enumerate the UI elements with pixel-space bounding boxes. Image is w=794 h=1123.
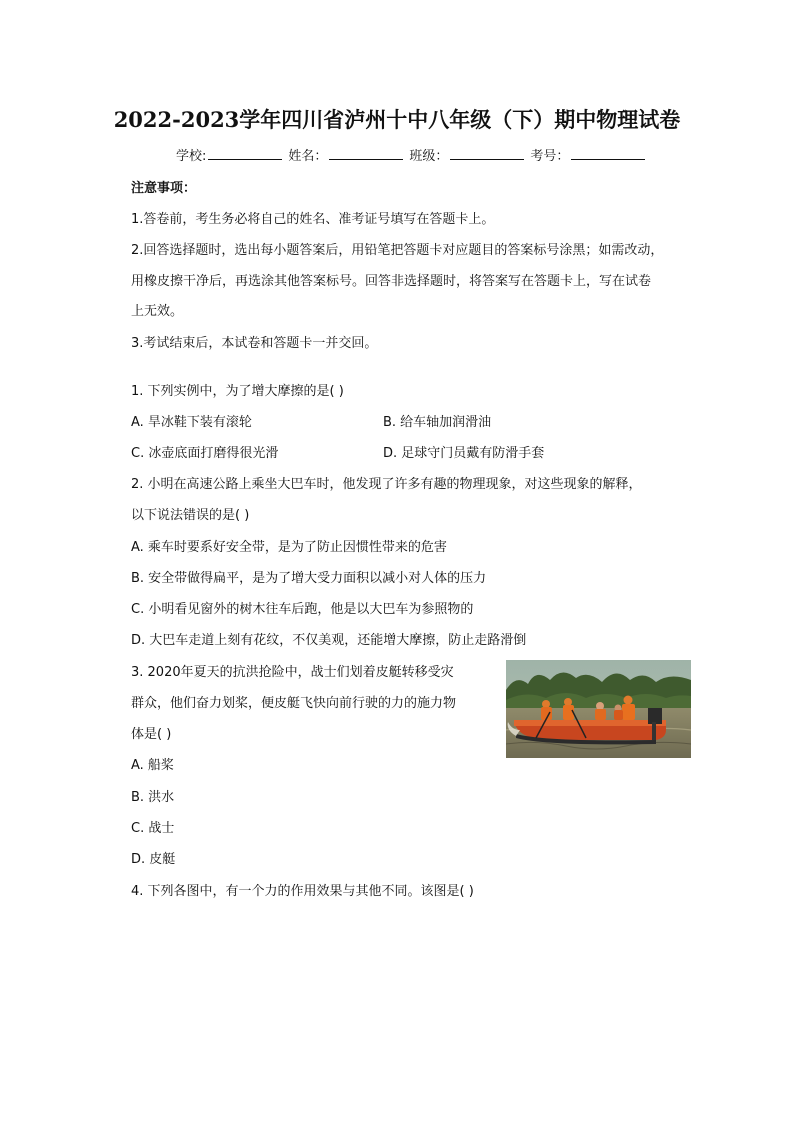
class-blank[interactable] bbox=[450, 145, 524, 160]
name-label: 姓名： bbox=[288, 149, 328, 164]
question-3-stem-line-1: 3. 2020年夏天的抗洪抢险中，战士们划着皮艇转移受灾 bbox=[131, 665, 454, 680]
notice-item-3: 3.考试结束后，本试卷和答题卡一并交回。 bbox=[131, 336, 378, 351]
school-blank[interactable] bbox=[208, 145, 282, 160]
notice-item-2-line-1: 2.回答选择题时，选出每小题答案后，用铅笔把答题卡对应题目的答案标号涂黑；如需改动， bbox=[131, 243, 664, 258]
question-1-option-d[interactable]: D. 足球守门员戴有防滑手套 bbox=[383, 446, 545, 461]
question-2-stem-line-2: 以下说法错误的是( ) bbox=[131, 508, 250, 523]
question-2-stem-line-1: 2. 小明在高速公路上乘坐大巴车时，他发现了许多有趣的物理现象，对这些现象的解释， bbox=[131, 477, 642, 492]
name-blank[interactable] bbox=[329, 145, 403, 160]
question-1-stem: 1. 下列实例中，为了增大摩擦的是( ) bbox=[131, 384, 344, 399]
student-info-row bbox=[176, 145, 656, 164]
question-2-option-d[interactable]: D. 大巴车走道上刻有花纹，不仅美观，还能增大摩擦，防止走路滑倒 bbox=[131, 633, 527, 648]
question-3-option-c[interactable]: C. 战士 bbox=[131, 821, 175, 836]
question-2-option-b[interactable]: B. 安全带做得扁平，是为了增大受力面积以减小对人体的压力 bbox=[131, 571, 487, 586]
page-title: 2022-2023学年四川省泸州十中八年级（下）期中物理试卷 bbox=[113, 107, 681, 132]
school-label: 学校: bbox=[176, 149, 207, 164]
exam-number-label: 考号： bbox=[530, 149, 570, 164]
question-1-option-b[interactable]: B. 给车轴加润滑油 bbox=[383, 415, 492, 430]
question-1-option-c[interactable]: C. 冰壶底面打磨得很光滑 bbox=[131, 446, 279, 461]
question-2-option-c[interactable]: C. 小明看见窗外的树木往车后跑，他是以大巴车为参照物的 bbox=[131, 602, 474, 617]
question-1-option-a[interactable]: A. 旱冰鞋下装有滚轮 bbox=[131, 415, 252, 430]
question-2-option-a[interactable]: A. 乘车时要系好安全带，是为了防止因惯性带来的危害 bbox=[131, 540, 447, 555]
notice-item-1: 1.答卷前，考生务必将自己的姓名、准考证号填写在答题卡上。 bbox=[131, 212, 495, 227]
question-3-option-b[interactable]: B. 洪水 bbox=[131, 790, 175, 805]
class-label: 班级： bbox=[409, 149, 449, 164]
notice-item-2-line-3: 上无效。 bbox=[131, 304, 184, 319]
rescue-boat-photo bbox=[506, 660, 691, 758]
notice-heading: 注意事项： bbox=[131, 181, 197, 196]
question-3-stem-line-3: 体是( ) bbox=[131, 727, 172, 742]
question-3-stem-line-2: 群众，他们奋力划桨，便皮艇飞快向前行驶的力的施力物 bbox=[131, 696, 457, 711]
notice-item-2-line-2: 用橡皮擦干净后，再选涂其他答案标号。回答非选择题时，将答案写在答题卡上，写在试卷 bbox=[131, 274, 652, 289]
question-3-option-a[interactable]: A. 船桨 bbox=[131, 758, 174, 773]
question-3-option-d[interactable]: D. 皮艇 bbox=[131, 852, 176, 867]
exam-number-blank[interactable] bbox=[571, 145, 645, 160]
question-4-stem: 4. 下列各图中，有一个力的作用效果与其他不同。该图是( ) bbox=[131, 884, 474, 899]
